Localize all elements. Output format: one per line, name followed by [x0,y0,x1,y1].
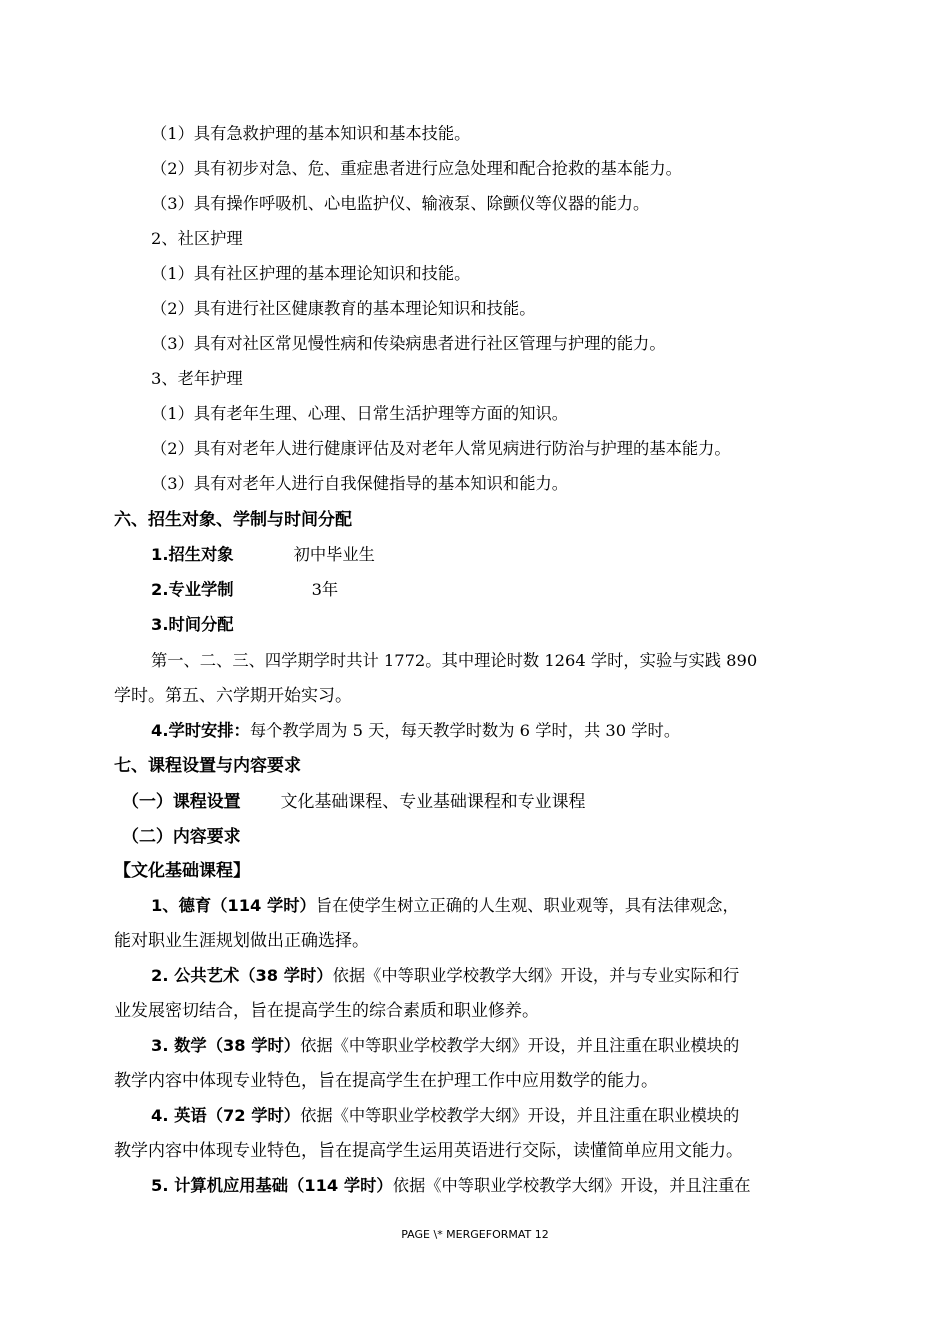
enroll-value: 初中毕业生 [293,545,375,564]
sub-heading: （二）内容要求 [122,826,241,846]
course-label: 5. 计算机应用基础（114 学时） [151,1176,393,1195]
text-line: 教学内容中体现专业特色，旨在提高学生在护理工作中应用数学的能力。 [114,1071,658,1091]
text-line: （3）具有对社区常见慢性病和传染病患者进行社区管理与护理的能力。 [151,334,666,353]
course-item [151,1034,881,1058]
course-item [151,894,881,918]
section-heading: 七、课程设置与内容要求 [114,756,301,776]
text-line: （3）具有对老年人进行自我保健指导的基本知识和能力。 [151,474,568,493]
sub-heading: （一）课程设置 [122,791,241,811]
course-text: 依据《中等职业学校教学大纲》开设，并且注重在职业模块的 [300,1036,740,1055]
hours-label: 4.学时安排： [151,721,250,740]
course-text: 依据《中等职业学校教学大纲》开设，并且注重在 [392,1176,751,1195]
course-label: 2. 公共艺术（38 学时） [151,966,333,985]
sub-value: 文化基础课程、专业基础课程和专业课程 [280,791,586,811]
course-label: 4. 英语（72 学时） [151,1106,301,1125]
duration-row [151,578,881,602]
text-line: （2）具有进行社区健康教育的基本理论知识和技能。 [151,299,536,318]
section-heading: 六、招生对象、学制与时间分配 [114,510,352,530]
hours-row [151,719,881,743]
text-line: （3）具有操作呼吸机、心电监护仪、输液泵、除颤仪等仪器的能力。 [151,194,650,213]
text-line: 2、社区护理 [151,229,243,248]
text-line: 教学内容中体现专业特色，旨在提高学生运用英语进行交际，读懂简单应用文能力。 [114,1141,743,1161]
course-setup-row [122,789,852,813]
text-line: 3、老年护理 [151,369,243,388]
course-item [151,1104,881,1128]
text-line: 业发展密切结合，旨在提高学生的综合素质和职业修养。 [114,1001,539,1021]
culture-heading: 【文化基础课程】 [114,861,250,881]
course-text: 旨在使学生树立正确的人生观、职业观等，具有法律观念， [315,896,739,915]
course-item [151,1174,881,1198]
text-line: （2）具有初步对急、危、重症患者进行应急处理和配合抢救的基本能力。 [151,159,682,178]
course-item [151,964,881,988]
text-line: （2）具有对老年人进行健康评估及对老年人常见病进行防治与护理的基本能力。 [151,439,731,458]
hours-text: 每个教学周为 5 天，每天教学时数为 6 学时，共 30 学时。 [249,721,681,740]
page-footer: PAGE \* MERGEFORMAT 12 [401,1228,549,1241]
enroll-label: 1.招生对象 [151,545,234,564]
course-label: 1、德育（114 学时） [151,896,316,915]
duration-label: 2.专业学制 [151,580,234,599]
text-line: 能对职业生涯规划做出正确选择。 [114,931,369,951]
text-line: 学时。第五、六学期开始实习。 [114,686,352,706]
text-line: （1）具有社区护理的基本理论知识和技能。 [151,264,471,283]
course-text: 依据《中等职业学校教学大纲》开设，并且注重在职业模块的 [300,1106,740,1125]
text-line: （1）具有急救护理的基本知识和基本技能。 [151,124,471,143]
text-line: （1）具有老年生理、心理、日常生活护理等方面的知识。 [151,404,568,423]
enroll-row [151,543,881,567]
text-line: 第一、二、三、四学期学时共计 1772。其中理论时数 1264 学时，实验与实践 890 [151,651,758,670]
course-text: 依据《中等职业学校教学大纲》开设，并与专业实际和行 [332,966,740,985]
duration-value: 3年 [311,580,339,599]
time-label: 3.时间分配 [151,615,234,634]
course-label: 3. 数学（38 学时） [151,1036,301,1055]
